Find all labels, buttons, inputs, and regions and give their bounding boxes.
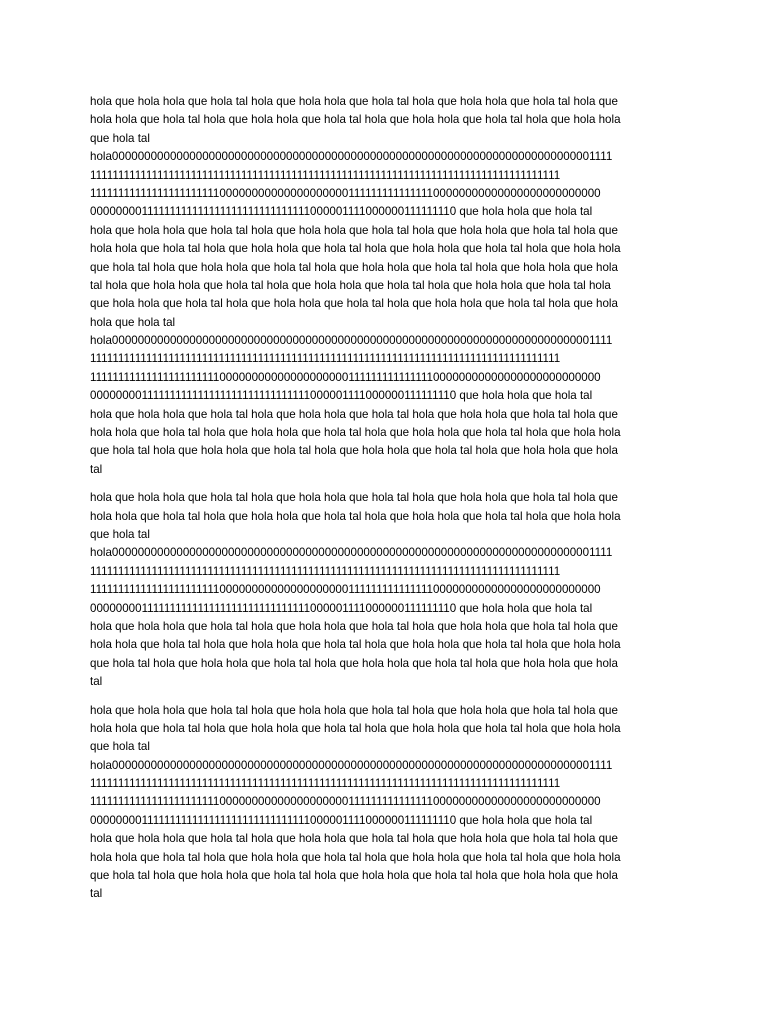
text-line: hola que hola hola que hola tal hola que hola hola que hola tal hola que hola hola que hola tal hola que (90, 223, 618, 237)
text-line: hola que hola hola que hola tal hola que hola hola que hola tal hola que hola hola que hola tal hola que (90, 832, 618, 846)
text-line: hola000000000000000000000000000000000000000000000000000000000000000000000000001111 (90, 334, 613, 348)
text-line: que hola tal hola que hola hola que hola tal hola que hola hola que hola tal hola que hola hola que hola (90, 869, 618, 883)
text-line: hola hola que hola tal hola que hola hola que hola tal hola que hola hola que hola tal hola que hola hola (90, 638, 621, 652)
text-line: 111111111111111111111111111111111111111111111111111111111111111111111111111111111111 (90, 564, 561, 578)
text-line: 111111111111111111111110000000000000000000011111111111111100000000000000000000000000 (90, 370, 601, 384)
document-body[interactable] (90, 93, 680, 914)
text-line: 111111111111111111111110000000000000000000011111111111111100000000000000000000000000 (90, 795, 601, 809)
text-line: 111111111111111111111110000000000000000000011111111111111100000000000000000000000000 (90, 186, 601, 200)
text-line: 111111111111111111111111111111111111111111111111111111111111111111111111111111111111 (90, 777, 561, 791)
text-line: hola000000000000000000000000000000000000000000000000000000000000000000000000001111 (90, 546, 613, 560)
text-line: 00000000111111111111111111111111111111000001111000000111111110 que hola hola que hola tal (90, 205, 593, 219)
text-line: tal (90, 462, 103, 476)
text-line: hola000000000000000000000000000000000000000000000000000000000000000000000000001111 (90, 758, 613, 772)
text-line: hola que hola hola que hola tal hola que hola hola que hola tal hola que hola hola que hola tal hola que (90, 703, 618, 717)
text-line: 111111111111111111111110000000000000000000011111111111111100000000000000000000000000 (90, 583, 601, 597)
text-line: hola que hola hola que hola tal hola que hola hola que hola tal hola que hola hola que hola tal hola que (90, 95, 618, 108)
text-line: hola que hola hola que hola tal hola que hola hola que hola tal hola que hola hola que hola tal hola que (90, 619, 618, 633)
text-line: que hola tal (90, 740, 150, 754)
text-line: tal (90, 887, 103, 901)
text-line: hola que hola hola que hola tal hola que hola hola que hola tal hola que hola hola que hola tal hola que (90, 491, 618, 505)
text-line: 00000000111111111111111111111111111111000001111000000111111110 que hola hola que hola tal (90, 601, 593, 615)
text-line: que hola tal (90, 527, 150, 541)
text-line: tal hola que hola hola que hola tal hola que hola hola que hola tal hola que hola hola que hola tal hola (90, 278, 611, 292)
text-line: hola hola que hola tal hola que hola hola que hola tal hola que hola hola que hola tal hola que hola hola (90, 850, 621, 864)
text-line: que hola tal hola que hola hola que hola tal hola que hola hola que hola tal hola que hola hola que hola (90, 260, 618, 274)
text-line: que hola tal hola que hola hola que hola tal hola que hola hola que hola tal hola que hola hola que hola (90, 444, 618, 458)
text-line: hola000000000000000000000000000000000000000000000000000000000000000000000000001111 (90, 150, 613, 164)
text-line: 00000000111111111111111111111111111111000001111000000111111110 que hola hola que hola tal (90, 813, 593, 827)
text-line: hola hola que hola tal hola que hola hola que hola tal hola que hola hola que hola tal hola que hola hola (90, 242, 621, 256)
paragraph (90, 489, 680, 691)
paragraph (90, 93, 680, 479)
text-line: hola hola que hola tal hola que hola hola que hola tal hola que hola hola que hola tal hola que hola hola (90, 426, 621, 440)
text-line: hola hola que hola tal hola que hola hola que hola tal hola que hola hola que hola tal hola que hola hola (90, 113, 621, 127)
text-line: hola hola que hola tal hola que hola hola que hola tal hola que hola hola que hola tal hola que hola hola (90, 721, 621, 735)
text-line: hola hola que hola tal hola que hola hola que hola tal hola que hola hola que hola tal hola que hola hola (90, 509, 621, 523)
text-line: 111111111111111111111111111111111111111111111111111111111111111111111111111111111111 (90, 168, 561, 182)
text-line: que hola hola que hola tal hola que hola hola que hola tal hola que hola hola que hola tal hola que hola (90, 297, 618, 311)
text-line: hola que hola tal (90, 315, 176, 329)
text-line: 00000000111111111111111111111111111111000001111000000111111110 que hola hola que hola tal (90, 389, 593, 403)
text-line: que hola tal (90, 131, 150, 145)
text-line: 111111111111111111111111111111111111111111111111111111111111111111111111111111111111 (90, 352, 561, 366)
paragraph (90, 702, 680, 904)
text-line: hola que hola hola que hola tal hola que hola hola que hola tal hola que hola hola que hola tal hola que (90, 407, 618, 421)
text-line: que hola tal hola que hola hola que hola tal hola que hola hola que hola tal hola que hola hola que hola (90, 656, 618, 670)
text-line: tal (90, 675, 103, 689)
